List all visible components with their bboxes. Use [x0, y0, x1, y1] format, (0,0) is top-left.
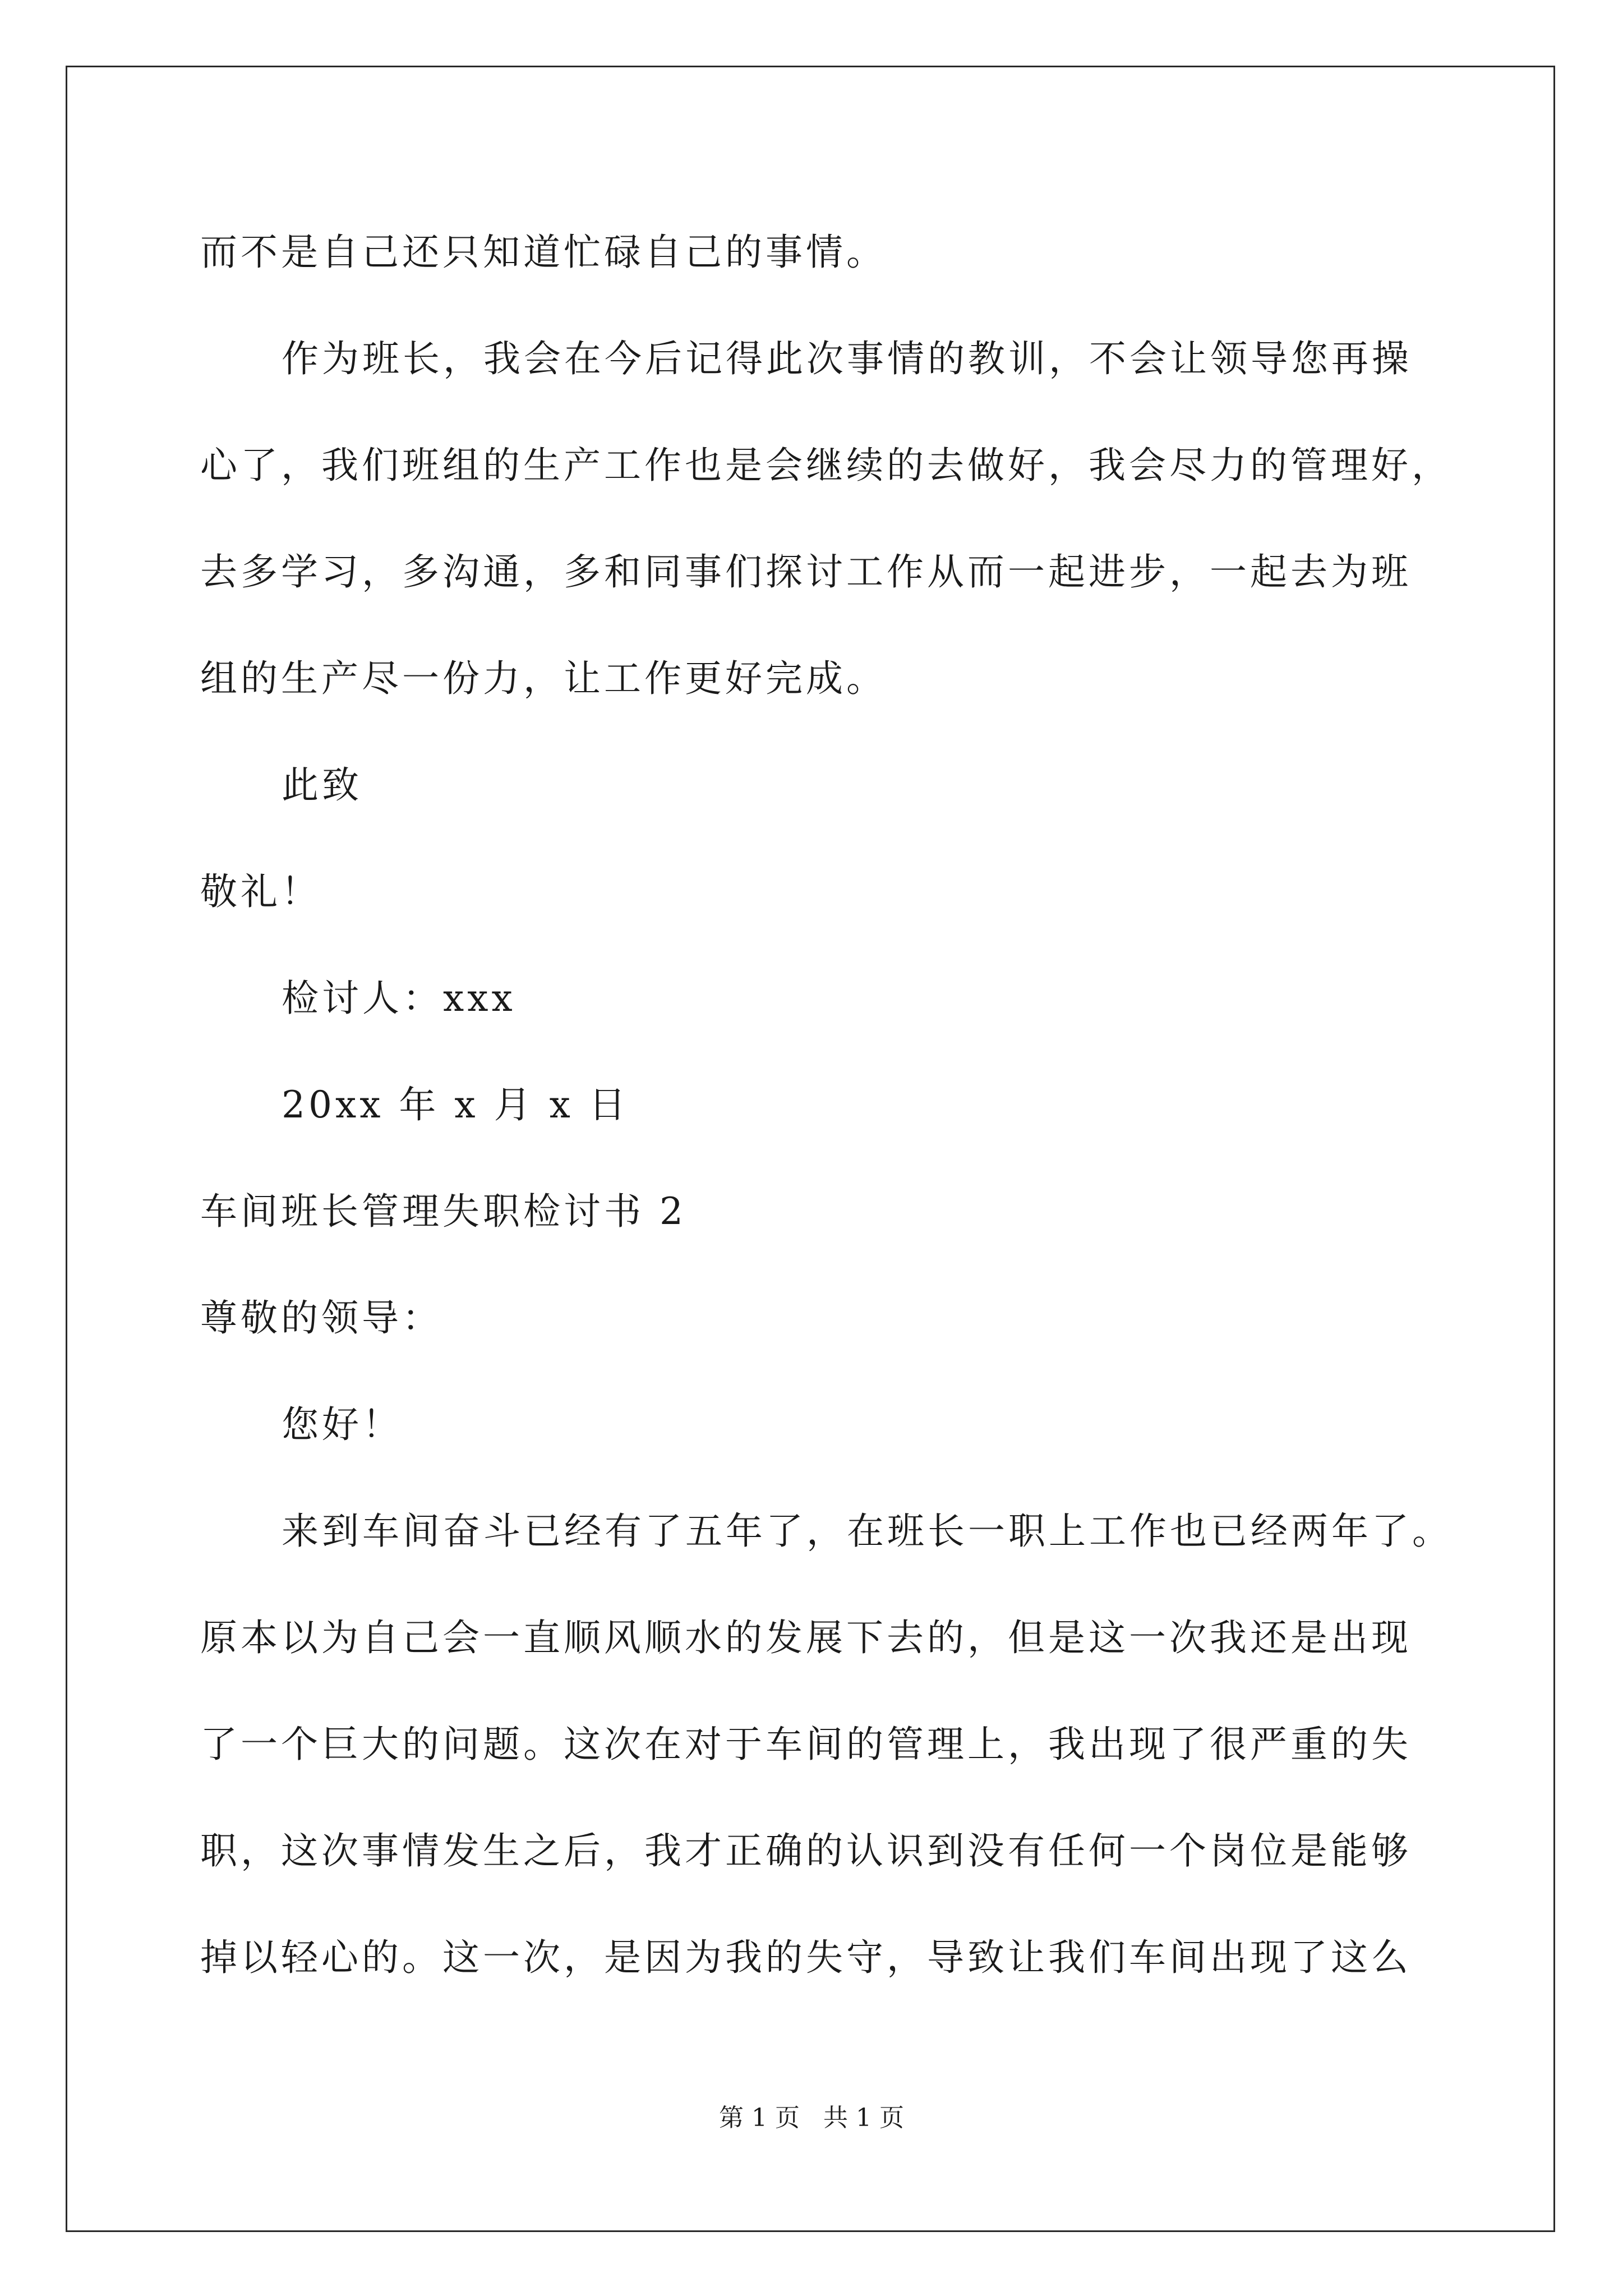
text-line: 原本以为自己会一直顺风顺水的发展下去的，但是这一次我还是出现: [200, 1616, 1412, 1659]
signature-line: 检讨人：xxx: [282, 977, 516, 1020]
section-title: 车间班长管理失职检讨书 2: [200, 1190, 686, 1233]
page-footer: 第 1 页 共 1 页: [719, 2104, 904, 2132]
text-line: 心了，我们班组的生产工作也是会继续的去做好，我会尽力的管理好，: [200, 444, 1452, 487]
closing-phrase: 此致: [282, 763, 362, 807]
closing-salutation: 敬礼！: [200, 870, 321, 913]
salutation: 尊敬的领导：: [200, 1296, 442, 1340]
date-line: 20xx 年 x 月 x 日: [282, 1083, 629, 1126]
greeting: 您好！: [282, 1403, 403, 1446]
text-line: 作为班长，我会在今后记得此次事情的教训，不会让领导您再操: [282, 337, 1412, 380]
text-line: 了一个巨大的问题。这次在对于车间的管理上，我出现了很严重的失: [200, 1723, 1412, 1766]
text-line: 去多学习，多沟通，多和同事们探讨工作从而一起进步，一起去为班: [200, 550, 1412, 593]
text-line: 组的生产尽一份力，让工作更好完成。: [200, 657, 887, 700]
text-line: 职，这次事情发生之后，我才正确的认识到没有任何一个岗位是能够: [200, 1829, 1412, 1872]
text-line: 掉以轻心的。这一次，是因为我的失守，导致让我们车间出现了这么: [200, 1936, 1412, 1979]
text-line: 来到车间奋斗已经有了五年了，在班长一职上工作也已经两年了。: [282, 1510, 1453, 1553]
text-line: 而不是自己还只知道忙碌自己的事情。: [200, 231, 887, 274]
page-border: [66, 66, 1555, 2232]
